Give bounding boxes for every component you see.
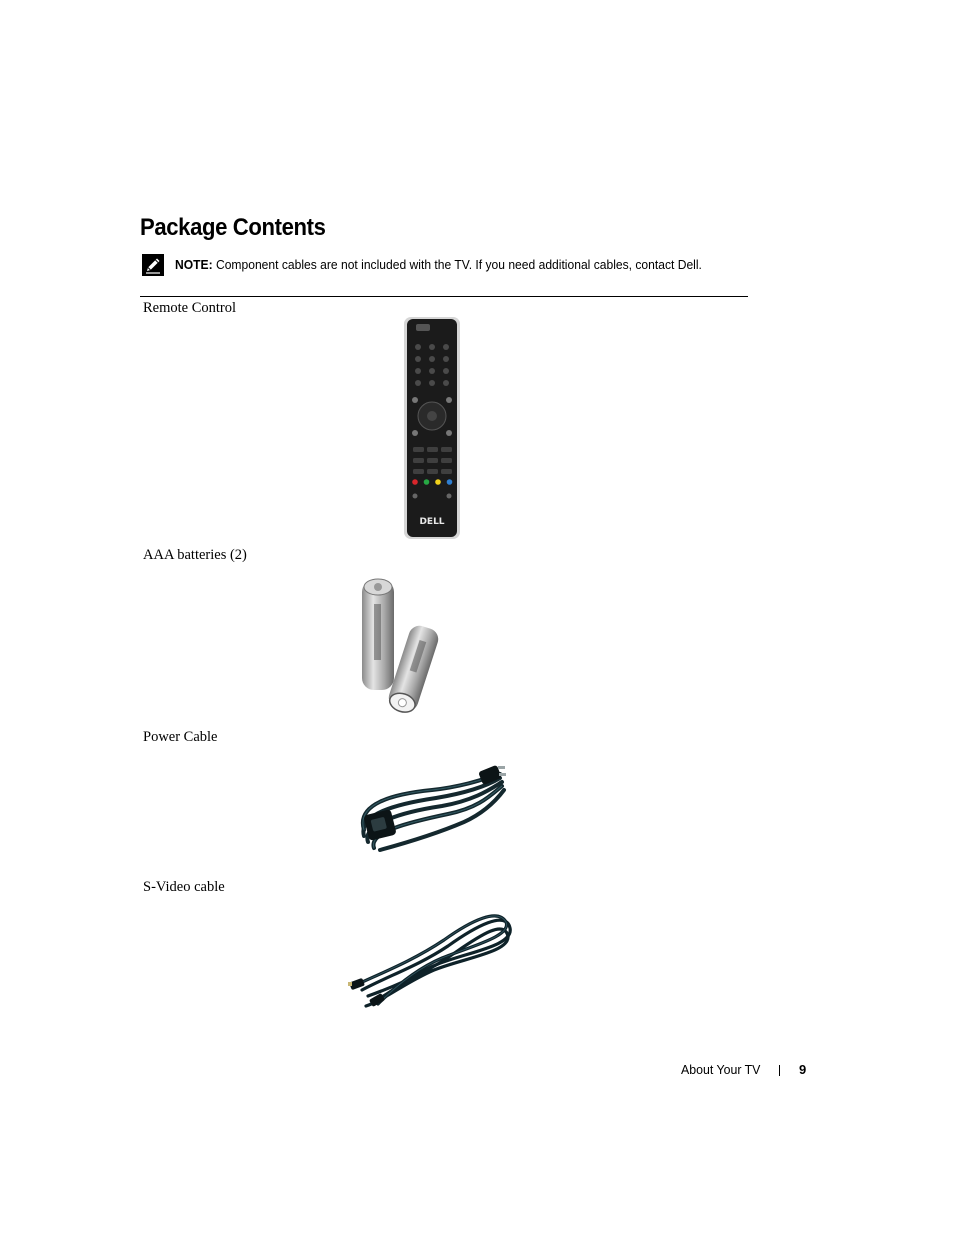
- item-label-s-video-cable: S-Video cable: [143, 879, 225, 895]
- page-number: 9: [799, 1062, 807, 1077]
- item-label-remote-control: Remote Control: [143, 300, 237, 316]
- batteries-image: [356, 574, 456, 716]
- note-text: [175, 257, 702, 272]
- power-cable-image: [352, 764, 508, 858]
- note-pencil-icon: [142, 254, 164, 276]
- footer-separator: [779, 1065, 780, 1076]
- footer-section-title: About Your TV: [681, 1062, 761, 1077]
- s-video-cable-image: [348, 906, 514, 1010]
- page-title: Package Contents: [140, 214, 326, 241]
- note-body: Component cables are not included with the TV. If you need additional cables, contact Dell.: [212, 257, 702, 272]
- divider: [140, 296, 748, 297]
- item-label-aaa-batteries: AAA batteries (2): [143, 547, 247, 563]
- item-label-power-cable: Power Cable: [143, 729, 218, 745]
- note-label: NOTE:: [175, 257, 213, 272]
- remote-logo: DELL: [419, 517, 445, 527]
- remote-control-image: [402, 316, 462, 540]
